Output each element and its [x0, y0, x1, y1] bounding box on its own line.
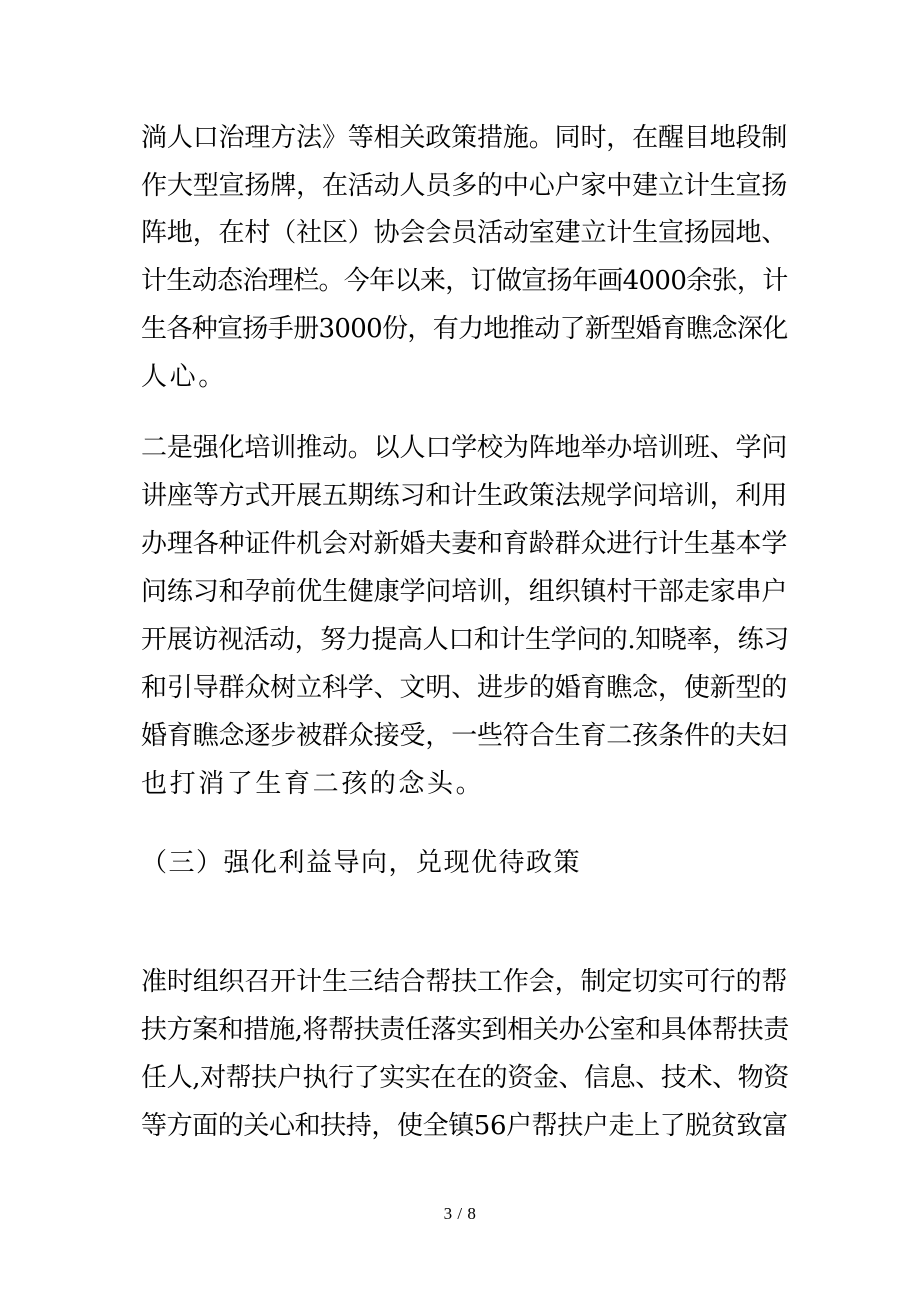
- page-number: 3 / 8: [443, 1204, 477, 1223]
- paragraph-line: 生各种宣扬手册3000份，有力地推动了新型婚育瞧念深化: [141, 314, 788, 344]
- paragraph-line: 计生动态治理栏。今年以来，订做宣扬年画4000余张，计: [141, 266, 788, 296]
- paragraph-line: 准时组织召开计生三结合帮扶工作会，制定切实可行的帮: [141, 967, 788, 997]
- paragraph-line: 讲座等方式开展五期练习和计生政策法规学问培训，利用: [141, 481, 788, 511]
- paragraph-line: 淌人口治理方法》等相关政策措施。同时，在醒目地段制: [141, 123, 788, 153]
- paragraph-line: 办理各种证件机会对新婚夫妻和育龄群众进行计生基本学: [141, 529, 788, 559]
- paragraph-line: 等方面的关心和扶持，使全镇56户帮扶户走上了脱贫致富: [141, 1111, 788, 1141]
- paragraph-line: 婚育瞧念逐步被群众接受，一些符合生育二孩条件的夫妇: [141, 721, 788, 751]
- paragraph-line: 开展访视活动，努力提高人口和计生学问的.知晓率，练习: [141, 625, 789, 655]
- section-heading-text: （三）强化利益导向，兑现优待政策: [141, 848, 582, 878]
- paragraph-line: 扶方案和措施,将帮扶责任落实到相关办公室和具体帮扶责: [141, 1015, 789, 1045]
- paragraph-line: 人心。: [141, 362, 227, 392]
- paragraph-line: 也打消了生育二孩的念头。: [141, 769, 485, 799]
- paragraph-line: 二是强化培训推动。以人口学校为阵地举办培训班、学问: [141, 433, 788, 463]
- paragraph-line: 问练习和孕前优生健康学问培训，组织镇村干部走家串户: [141, 577, 788, 607]
- paragraph-line: 任人,对帮扶户执行了实实在在的资金、信息、技术、物资: [141, 1063, 789, 1093]
- paragraph-line: 和引导群众树立科学、文明、进步的婚育瞧念，使新型的: [141, 673, 788, 703]
- paragraph-line: 阵地，在村（社区）协会会员活动室建立计生宣扬园地、: [141, 218, 788, 248]
- paragraph-line: 作大型宣扬牌，在活动人员多的中心户家中建立计生宣扬: [141, 171, 788, 201]
